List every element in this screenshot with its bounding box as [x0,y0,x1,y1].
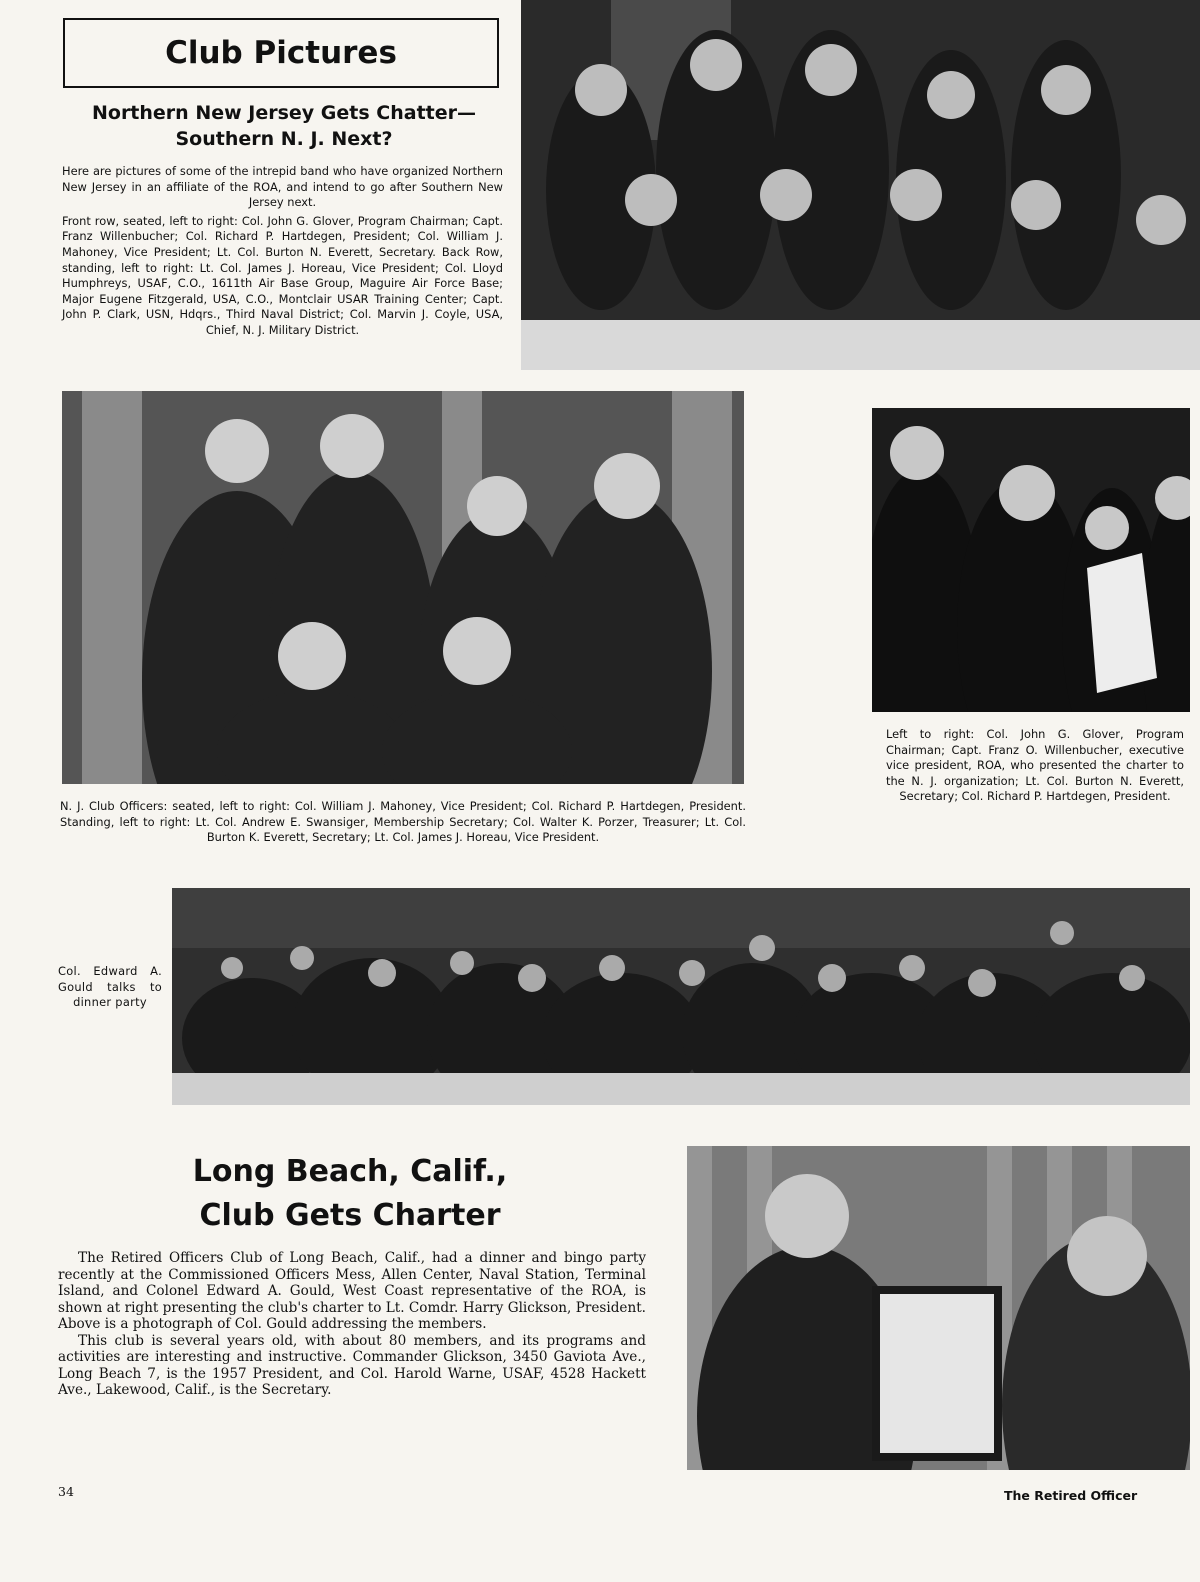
long-beach-heading-line2: Club Gets Charter [199,1198,501,1233]
publication-name: The Retired Officer [1004,1488,1138,1503]
long-beach-charter-photo [687,1146,1190,1470]
nj-front-row-text: Front row, seated, left to right: Col. John G. Glover, Program Chairman; Capt. Franz Willenbucher; Col. Richard P. Hartdegen, President; Col. William J. Mahoney, Vice President; Lt. Col. Burton N. Everett, Secretary. Back Row, standing, left to right: Lt. Col. James J. Horeau, Vice President; Col. Lloyd Humphreys, USAF, C.O., 1611th Air Base Group, Maguire Air Force Base; Major Eugene Fitzgerald, USA, C.O., Montclair USAR Training Center; Capt. John P. Clark, USN, Hdqrs., Third Naval District; Col. Marvin J. Coyle, USA, Chief, N. J. Military District. [62,213,503,337]
nj-heading-line2: Southern N. J. Next? [175,128,393,150]
nj-caption [62,164,503,342]
nj-heading-line1: Northern New Jersey Gets Chatter— [91,102,476,124]
nj-section-heading [60,100,508,152]
nj-intro-text: Here are pictures of some of the intrepid band who have organized Northern New Jersey in an affiliate of the ROA, and intend to go after Southern New Jersey next. [62,164,503,210]
long-beach-heading-line1: Long Beach, Calif., [192,1154,508,1189]
nj-officers-photo [62,391,744,784]
long-beach-heading [150,1150,550,1238]
officers-caption: N. J. Club Officers: seated, left to right: Col. William J. Mahoney, Vice President; Col. Richard P. Hartdegen, President. Standing, left to right: Lt. Col. Andrew E. Swansiger, Membership Secretary; Col. Walter K. Porzer, Treasurer; Lt. Col. Burton K. Everett, Secretary; Lt. Col. James J. Horeau, Vice President. [60,799,746,845]
dinner-caption: Col. Edward A. Gould talks to dinner party [58,964,162,1010]
page-number: 34 [58,1484,74,1499]
long-beach-paragraph-1: The Retired Officers Club of Long Beach, Calif., had a dinner and bingo party recently at the Commissioned Officers Mess, Allen Center, Naval Station, Terminal Island, and Colonel Edward A. Gould, West Coast representative of the ROA, is shown at right presenting the club's charter to Lt. Comdr. Harry Glickson, President. Above is a photograph of Col. Gould addressing the members. [58,1250,646,1332]
page-title: Club Pictures [63,18,499,88]
long-beach-paragraph-2: This club is several years old, with about 80 members, and its programs and activities are interesting and instructive. Commander Glickson, 3450 Gaviota Ave., Long Beach 7, is the 1957 President, and Col. Harold Warne, USAF, 4528 Hackett Ave., Lakewood, Calif., is the Secretary. [58,1332,646,1398]
nj-charter-photo [872,408,1190,712]
dinner-party-photo [172,888,1190,1105]
long-beach-article [58,1250,646,1399]
charter-caption: Left to right: Col. John G. Glover, Program Chairman; Capt. Franz O. Willenbucher, executive vice president, ROA, who presented the charter to the N. J. organization; Lt. Col. Burton N. Everett, Secretary; Col. Richard P. Hartdegen, President. [886,727,1184,804]
nj-group-photo [521,0,1200,370]
